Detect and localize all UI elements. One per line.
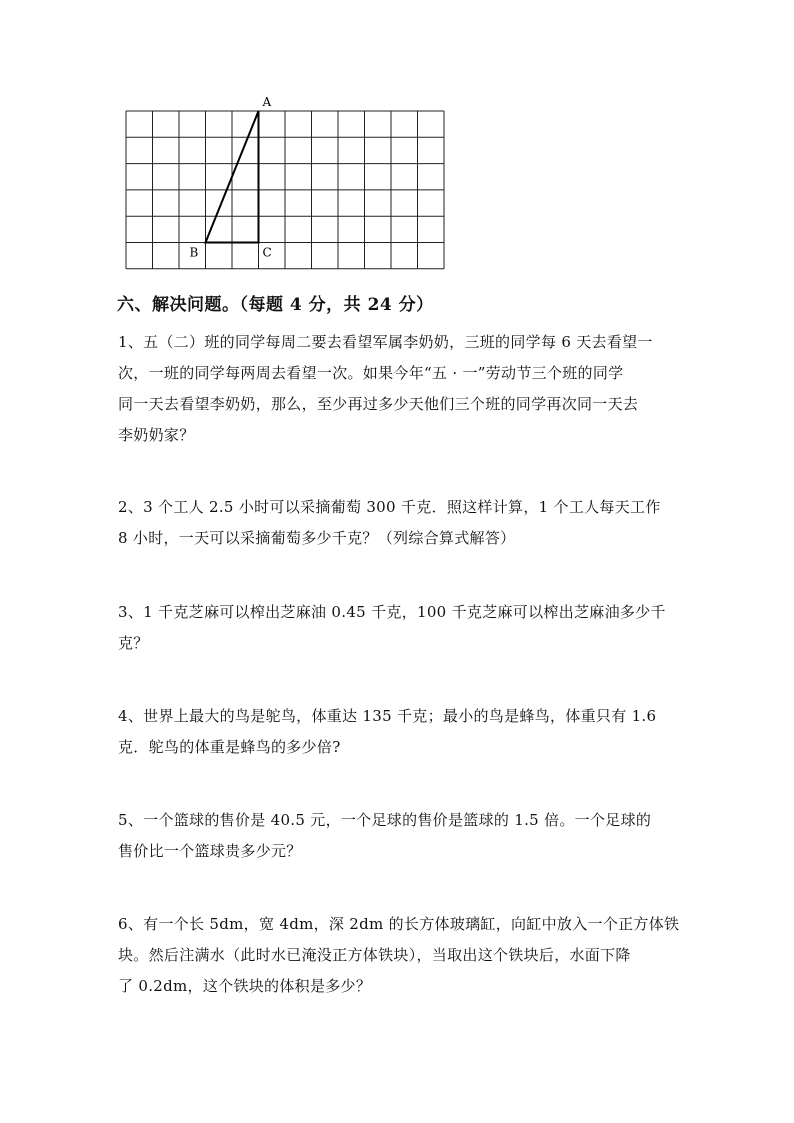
question-1 [118,327,678,451]
question-3-line-2: 克？ [118,634,149,652]
question-1-line-2: 次，一班的同学每两周去看望一次。如果今年“五 · 一”劳动节三个班的同学 [118,364,624,382]
question-3 [118,597,678,659]
vertex-label-a: A [262,95,272,109]
question-6-line-1: 6、有一个长 5dm，宽 4dm，深 2dm 的长方体玻璃缸，向缸中放入一个正方体铁 [118,915,680,933]
question-4-line-2: 克．鸵鸟的体重是蜂鸟的多少倍? [118,738,341,756]
grid-figure [124,95,444,270]
question-6-line-2: 块。然后注满水（此时水已淹没正方体铁块），当取出这个铁块后，水面下降 [118,946,631,964]
question-3-line-1: 3、1 千克芝麻可以榨出芝麻油 0.45 千克，100 千克芝麻可以榨出芝麻油多少千 [118,603,666,621]
question-5-line-2: 售价比一个篮球贵多少元？ [118,842,302,860]
question-4-line-1: 4、世界上最大的鸟是鸵鸟，体重达 135 千克；最小的鸟是蜂鸟，体重只有 1.6 [118,707,657,725]
question-5 [118,805,678,867]
question-6 [118,909,678,1002]
question-4 [118,701,678,763]
question-5-line-1: 5、一个篮球的售价是 40.5 元，一个足球的售价是篮球的 1.5 倍。一个足球的 [118,811,652,829]
question-1-line-4: 李奶奶家？ [118,426,195,444]
question-2 [118,492,678,554]
section-title: 六、解决问题。（每题 4 分，共 24 分） [117,295,434,315]
question-6-line-3: 了 0.2dm，这个铁块的体积是多少？ [118,977,372,995]
question-2-line-2: 8 小时，一天可以采摘葡萄多少千克？（列综合算式解答） [118,529,516,547]
question-1-line-1: 1、五（二）班的同学每周二要去看望军属李奶奶，三班的同学每 6 天去看望一 [118,333,653,351]
vertex-label-b: B [189,245,199,260]
question-2-line-1: 2、3 个工人 2.5 小时可以采摘葡萄 300 千克．照这样计算，1 个工人每天工作 [118,498,661,516]
vertex-label-c: C [262,245,272,260]
question-1-line-3: 同一天去看望李奶奶，那么，至少再过多少天他们三个班的同学再次同一天去 [118,395,639,413]
triangle-grid-diagram [124,95,444,270]
